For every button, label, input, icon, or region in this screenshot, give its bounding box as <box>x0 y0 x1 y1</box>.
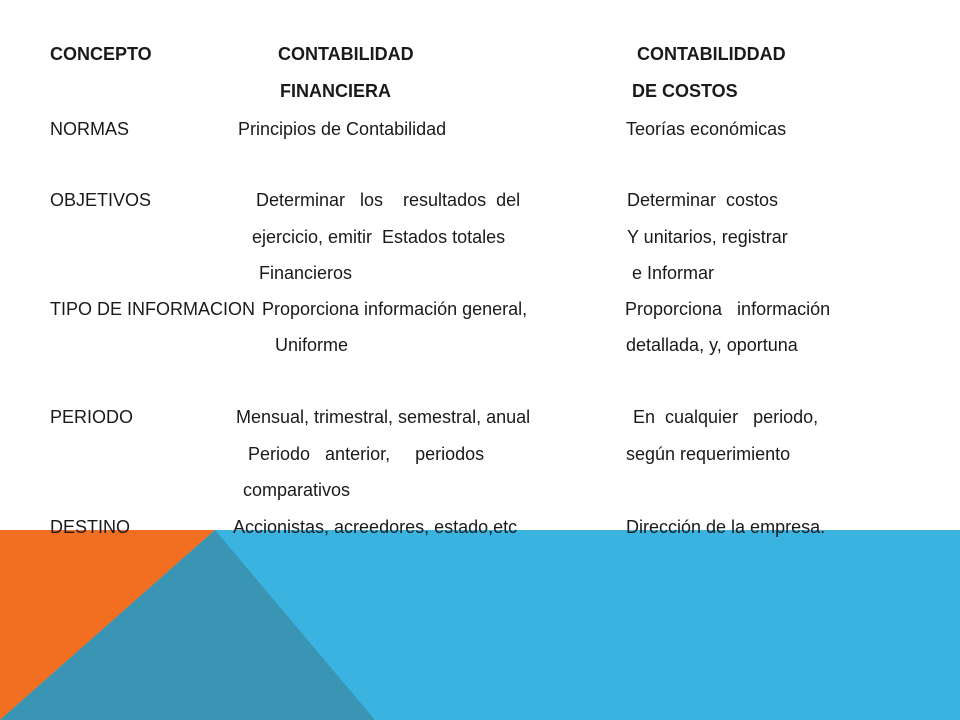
row-objetivos-financiera-3: Financieros <box>259 263 353 283</box>
row-objetivos-costos-2: Y unitarios, registrar <box>627 227 788 247</box>
row-objetivos-financiera-2: ejercicio, emitir Estados totales <box>252 227 506 247</box>
row-tipo-financiera-1: Proporciona información general, <box>262 299 528 319</box>
row-objetivos-costos-1: Determinar costos <box>627 190 779 210</box>
row-normas-financiera: Principios de Contabilidad <box>238 119 447 139</box>
row-periodo-financiera-3: comparativos <box>243 480 351 500</box>
row-tipo-costos-1: Proporciona información <box>625 299 831 319</box>
row-tipo-label: TIPO DE INFORMACION <box>50 299 256 319</box>
row-normas-costos: Teorías económicas <box>626 119 787 139</box>
row-periodo-costos-1: En cualquier periodo, <box>633 407 819 427</box>
row-tipo-financiera-2: Uniforme <box>275 335 349 355</box>
row-normas-label: NORMAS <box>50 119 130 139</box>
header-costos-line2: DE COSTOS <box>632 81 738 101</box>
row-destino-financiera: Accionistas, acreedores, estado,etc <box>233 517 518 537</box>
row-destino-label: DESTINO <box>50 517 131 537</box>
row-periodo-financiera-1: Mensual, trimestral, semestral, anual <box>236 407 531 427</box>
row-objetivos-costos-3: e Informar <box>632 263 715 283</box>
row-objetivos-label: OBJETIVOS <box>50 190 152 210</box>
header-costos-line1: CONTABILIDDAD <box>637 44 786 64</box>
row-periodo-costos-2: según requerimiento <box>626 444 791 464</box>
row-objetivos-financiera-1: Determinar los resultados del <box>256 190 521 210</box>
row-destino-costos: Dirección de la empresa. <box>626 517 826 537</box>
header-concepto: CONCEPTO <box>50 44 152 64</box>
row-periodo-financiera-2: Periodo anterior, periodos <box>248 444 485 464</box>
header-financiera-line1: CONTABILIDAD <box>278 44 414 64</box>
row-periodo-label: PERIODO <box>50 407 134 427</box>
header-financiera-line2: FINANCIERA <box>280 81 391 101</box>
row-tipo-costos-2: detallada, y, oportuna <box>626 335 798 355</box>
